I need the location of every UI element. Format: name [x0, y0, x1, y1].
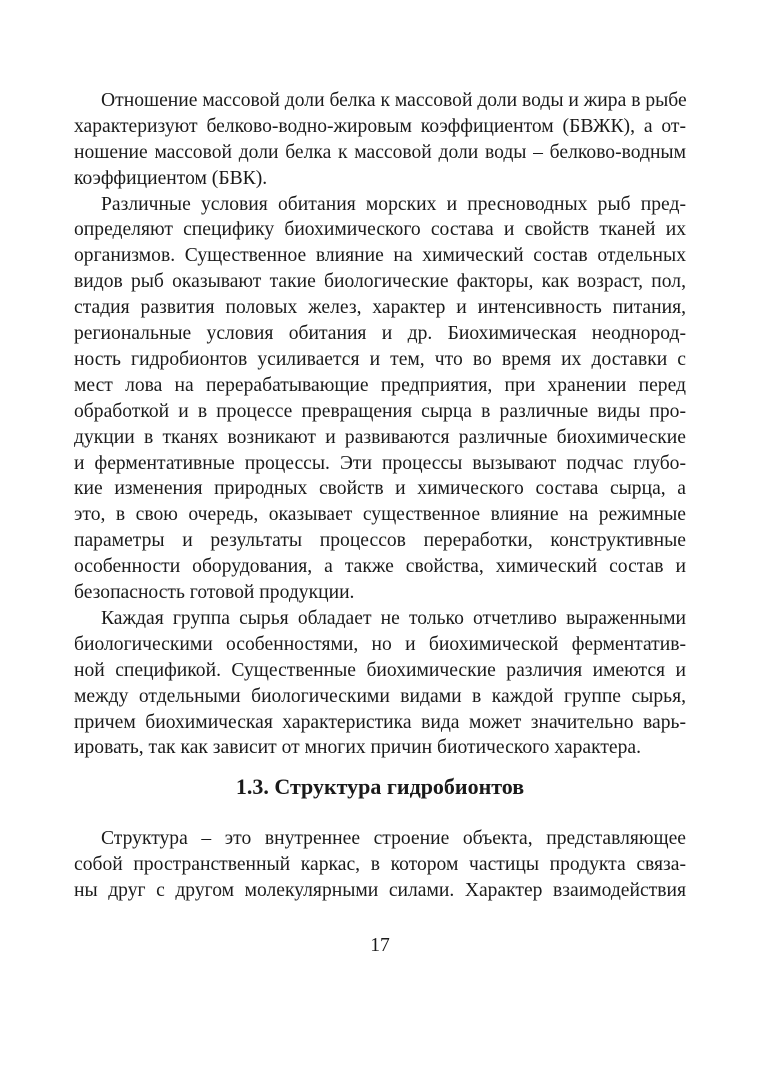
text-line: мест лова на перерабатывающие предприятия, при хранении перед — [74, 374, 686, 396]
text-line: Структура – это внутреннее строение объекта, представляющее — [101, 828, 686, 849]
text-line: характеризуют белково-водно-жировым коэффициентом (БВЖК), а от- — [74, 115, 686, 137]
text-line: ировать, так как зависит от многих причин биотического характера. — [74, 737, 642, 759]
text-line: кие изменения природных свойств и химического состава сырца, а — [74, 478, 686, 500]
text-line: определяют специфику биохимического состава и свойств тканей их — [74, 219, 686, 241]
text-line: ной спецификой. Существенные биохимические различия имеются и — [74, 659, 686, 681]
text-line: дукции в тканях возникают и развиваются различные биохимические — [74, 426, 686, 448]
text-line: причем биохимическая характеристика вида может значительно варь- — [74, 711, 686, 733]
text-line: биологическими особенностями, но и биохимической ферментатив- — [74, 633, 686, 655]
text-line: Отношение массовой доли белка к массовой доли воды и жира в рыбе — [101, 90, 687, 111]
text-line: региональные условия обитания и др. Биохимическая неоднород- — [74, 323, 686, 345]
paragraph-protein-coefficients — [74, 88, 686, 192]
text-line: обработкой и в процессе превращения сырца в различные виды про- — [74, 400, 686, 422]
text-line: это, в свою очередь, оказывает существенное влияние на режимные — [74, 504, 686, 526]
page-number: 17 — [370, 935, 390, 956]
text-line: особенности оборудования, а также свойства, химический состав и — [74, 556, 686, 578]
text-line: видов рыб оказывают такие биологические факторы, как возраст, пол, — [74, 271, 686, 293]
text-line: ность гидробионтов усиливается и тем, что во время их доставки с — [74, 348, 686, 370]
paragraph-habitat-conditions — [74, 192, 686, 606]
section-heading: 1.3. Структура гидробионтов — [235, 774, 525, 799]
paragraph-structure-definition — [74, 826, 686, 904]
paragraph-raw-material-groups — [74, 606, 686, 761]
text-line: безопасность готовой продукции. — [74, 581, 355, 603]
text-line: организмов. Существенное влияние на химический состав отдельных — [74, 245, 686, 267]
text-line: собой пространственный каркас, в котором частицы продукта связа- — [74, 853, 686, 875]
text-line: ношение массовой доли белка к массовой доли воды – белково-водным — [74, 141, 686, 163]
text-line: и ферментативные процессы. Эти процессы вызывают подчас глубо- — [74, 452, 686, 474]
text-line: между отдельными биологическими видами в каждой группе сырья, — [74, 685, 686, 707]
text-line: ны друг с другом молекулярными силами. Характер взаимодействия — [74, 879, 686, 901]
text-line: Каждая группа сырья обладает не только отчетливо выраженными — [101, 608, 686, 629]
text-line: параметры и результаты процессов переработки, конструктивные — [74, 530, 686, 552]
text-line: коэффициентом (БВК). — [74, 167, 268, 189]
text-line: Различные условия обитания морских и пресноводных рыб пред- — [101, 193, 686, 215]
text-line: стадия развития половых желез, характер и интенсивность питания, — [74, 297, 686, 319]
